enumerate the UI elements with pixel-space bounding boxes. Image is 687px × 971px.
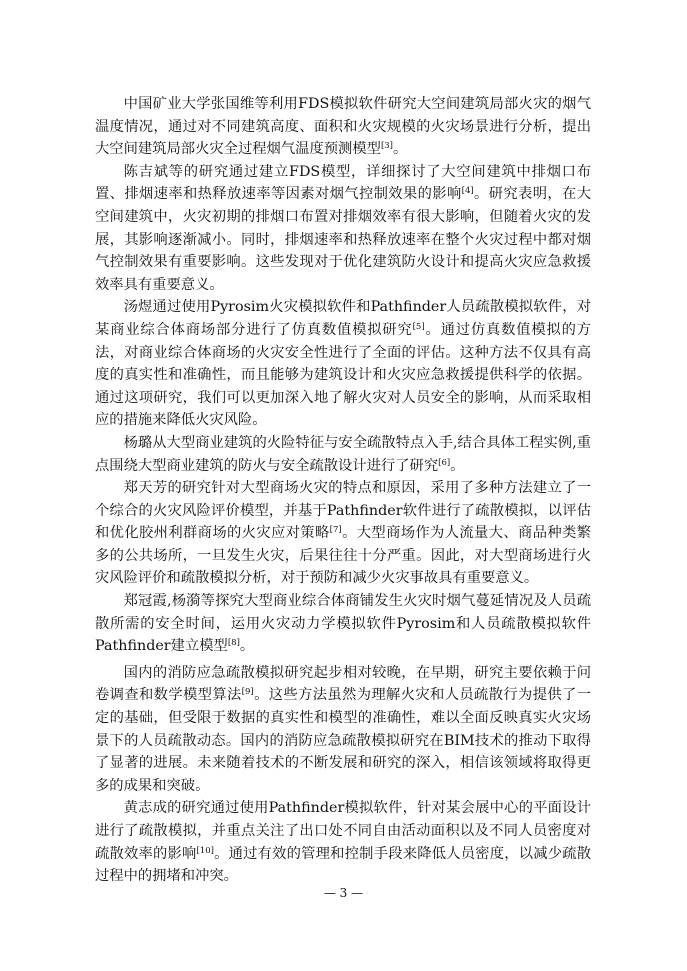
paragraph-5: 郑天芳的研究针对大型商场火灾的特点和原因，采用了多种方法建立了一个综合的火灾风险评价模型，并基于Pathfinder软件进行了疏散模拟，以评估和优化胶州利群商场的火灾应对策略[7]。大型商场作为人流量大、商品种类繁多的公共场所，一旦发生火灾，后果往往十分严重。因此，对大型商场进行火灾风险评价和疏散模拟分析，对于预防和减少火灾事故具有重要意义。	[95, 480, 592, 587]
paragraph-8: 黄志成的研究通过使用Pathfinder模拟软件，针对某会展中心的平面设计进行了疏散模拟，并重点关注了出口处不同自由活动面积以及不同人员密度对疏散效率的影响[10]。通过有效的管理和控制手段来降低人员密度，以减少疏散过程中的拥堵和冲突。	[95, 800, 592, 885]
paragraph-6: 郑冠霞,杨漪等探究大型商业综合体商铺发生火灾时烟气蔓延情况及人员疏散所需的安全时间，运用火灾动力学模拟软件Pyrosim和人员疏散模拟软件Pathfinder建立模型[8]。	[95, 593, 591, 655]
citation: [10]	[196, 845, 214, 856]
paragraph-3: 汤煜通过使用Pyrosim火灾模拟软件和Pathfinder人员疏散模拟软件，对某商业综合体商场部分进行了仿真数值模拟研究[5]。通过仿真数值模拟的方法，对商业综合体商场的火灾安全性进行了全面的评估。这种方法不仅具有高度的真实性和准确性，而且能够为建筑设计和火灾应急救援提供科学的依据。通过这项研究，我们可以更加深入地了解火灾对人员安全的影响，从而采取相应的措施来降低火灾风险。	[95, 299, 591, 429]
paragraph-7: 国内的消防应急疏散模拟研究起步相对较晚，在早期，研究主要依赖于问卷调查和数学模型算法[9]。这些方法虽然为理解火灾和人员疏散行为提供了一定的基础，但受限于数据的真实性和模型的准确性，难以全面反映真实火灾场景下的人员疏散动态。国内的消防应急疏散模拟研究在BIM技术的推动下取得了显著的进展。未来随着技术的不断发展和研究的深入，相信该领域将取得更多的成果和突破。	[95, 664, 592, 794]
citation: [8]	[227, 638, 240, 649]
body-text	[95, 93, 591, 888]
page-number: — 3 —	[323, 886, 364, 900]
paragraph-4: 杨璐从大型商业建筑的火险特征与安全疏散特点入手,结合具体工程实例,重点围绕大型商业建筑的防火与安全疏散设计进行了研究[6]。	[95, 434, 591, 474]
paragraph-2: 陈吉斌等的研究通过建立FDS模型，详细探讨了大空间建筑中排烟口布置、排烟速率和热释放速率等因素对烟气控制效果的影响[4]。研究表明，在大空间建筑中，火灾初期的排烟口布置对排烟效率有很大影响，但随着火灾的发展，其影响逐渐减小。同时，排烟速率和热释放速率在整个火灾过程中都对烟气控制效果有重要影响。这些发现对于优化建筑防火设计和提高火灾应急救援效率具有重要意义。	[95, 163, 592, 293]
citation: [4]	[461, 186, 474, 197]
paragraph-1: 中国矿业大学张国维等利用FDS模拟软件研究大空间建筑局部火灾的烟气温度情况，通过对不同建筑高度、面积和火灾规模的火灾场景进行分析，提出大空间建筑局部火灾全过程烟气温度预测模型[3]。	[95, 96, 591, 158]
citation: [5]	[412, 321, 425, 332]
citation: [6]	[438, 457, 451, 468]
citation: [3]	[380, 141, 393, 152]
citation: [7]	[329, 525, 342, 536]
citation: [9]	[241, 687, 254, 698]
